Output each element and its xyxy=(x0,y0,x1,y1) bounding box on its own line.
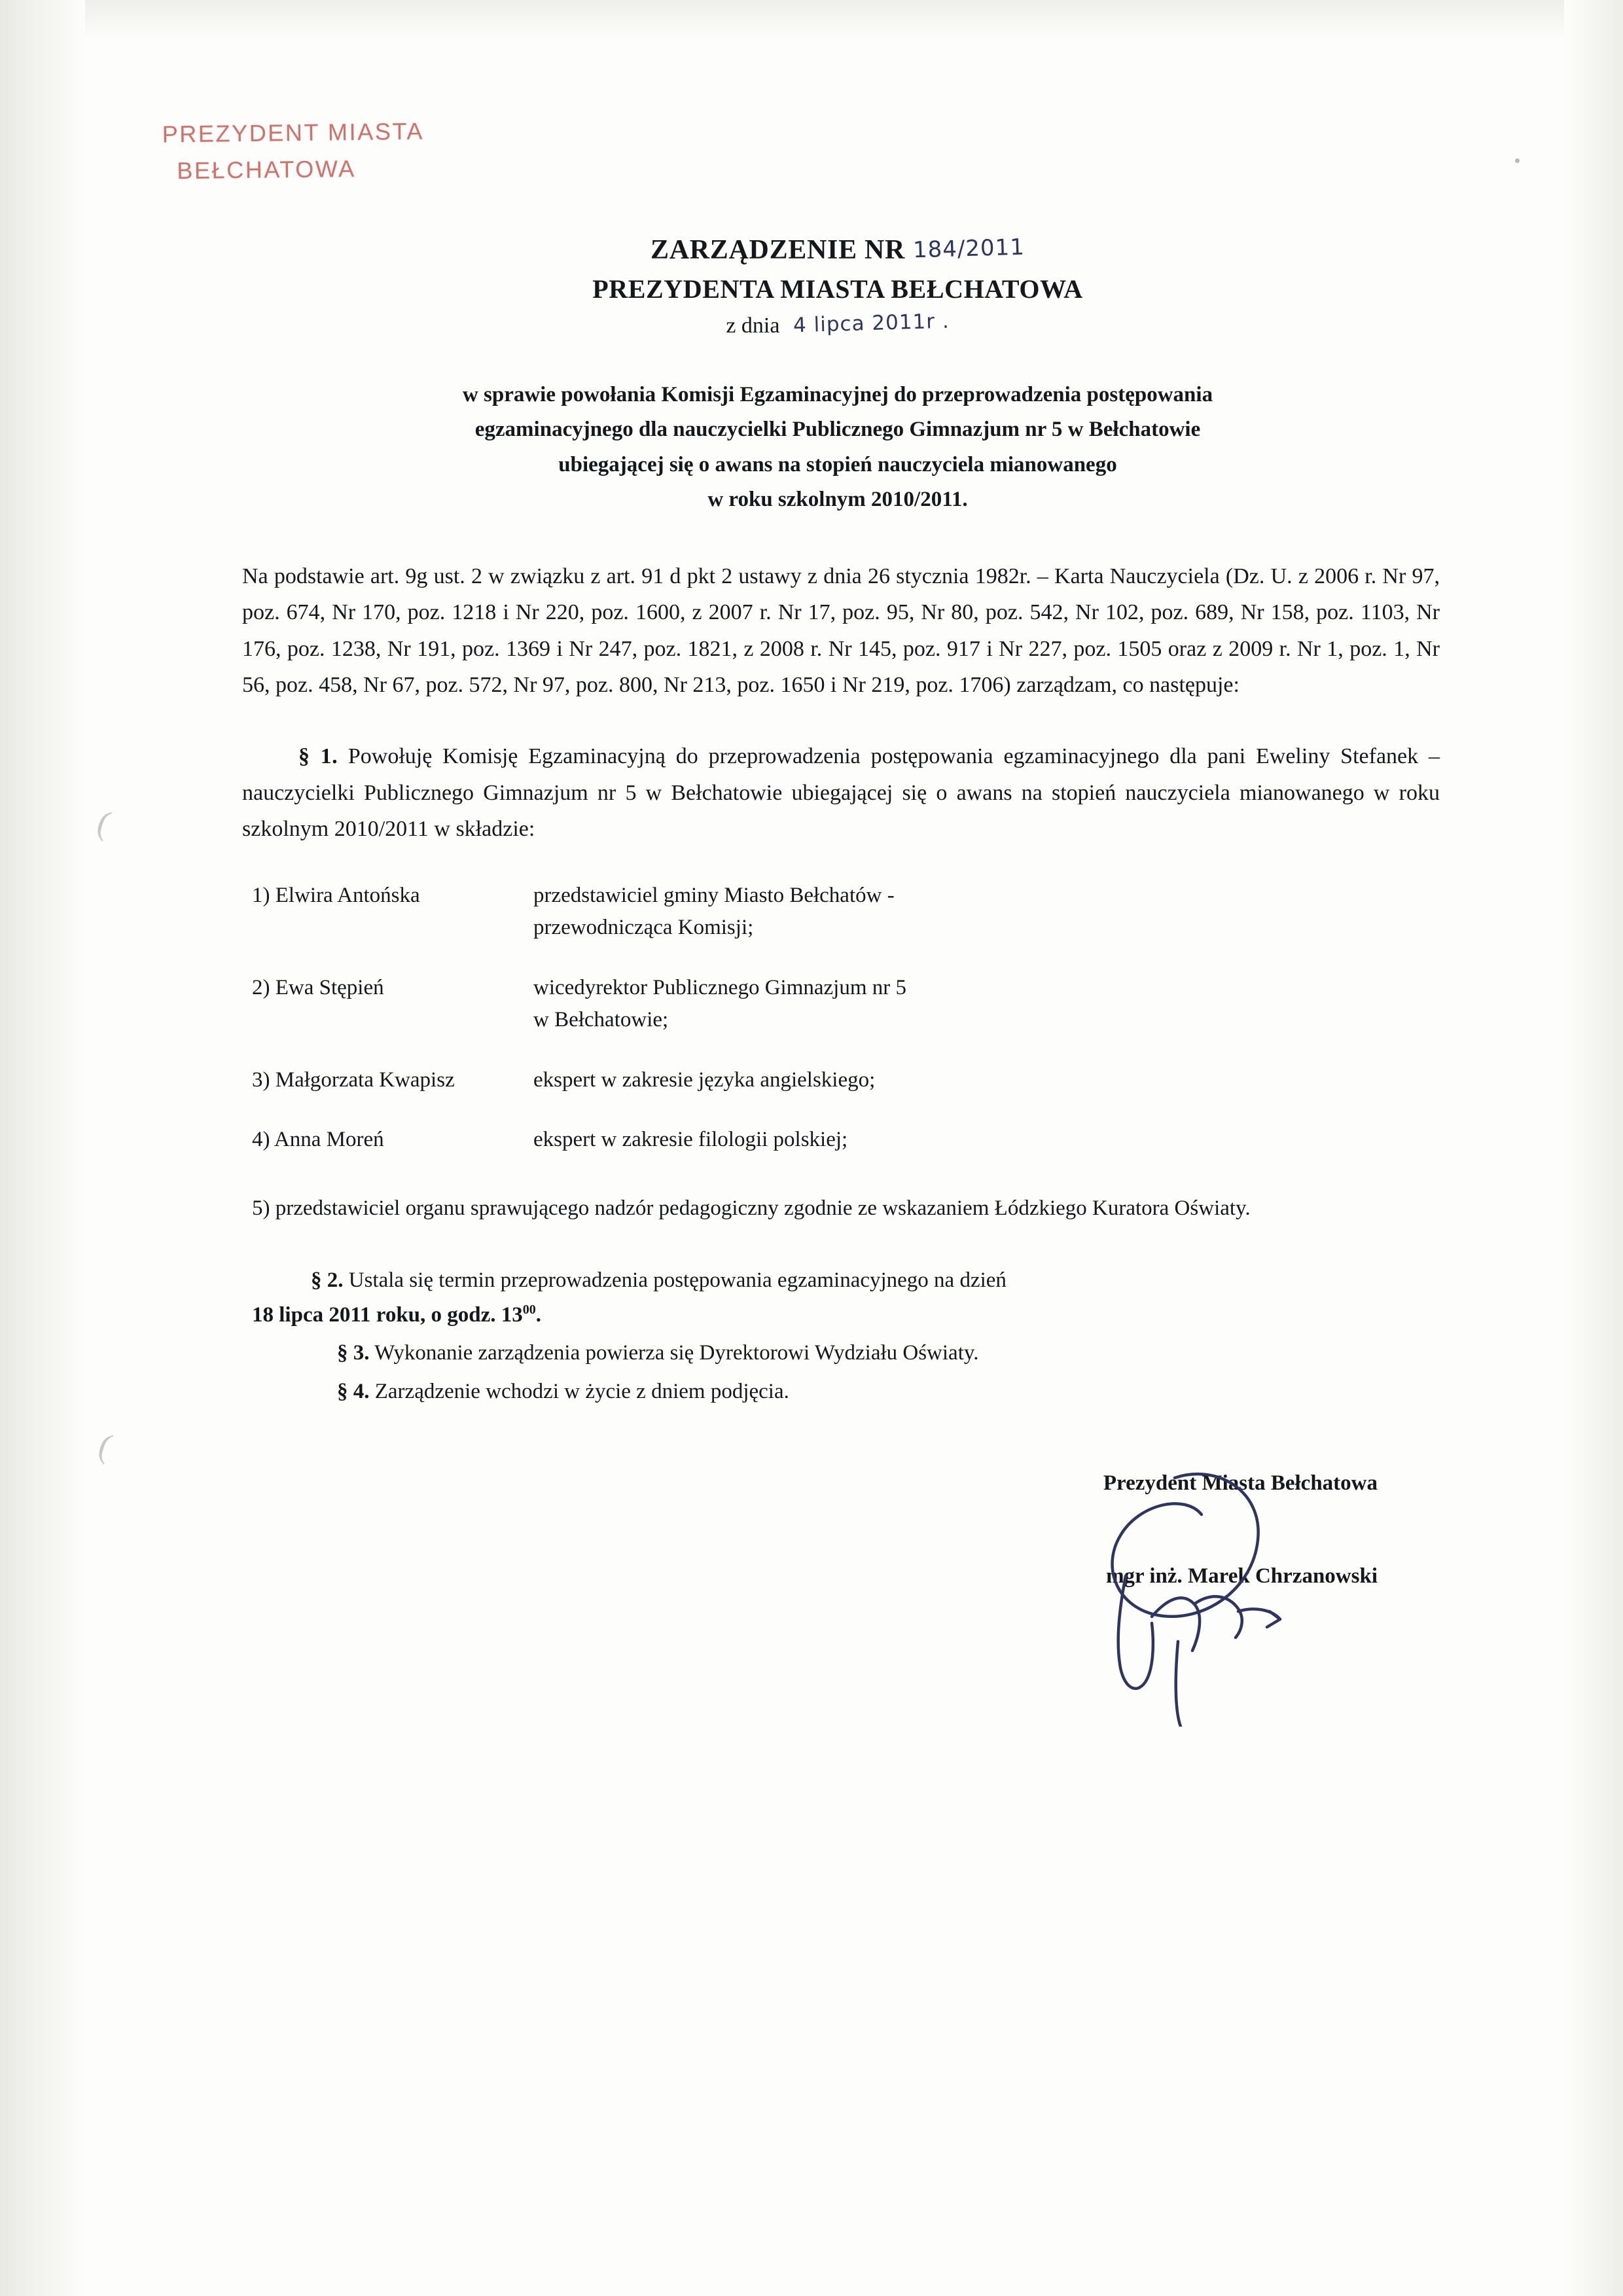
decree-number-handwritten: 184/2011 xyxy=(912,234,1026,264)
title-authority: PREZYDENTA MIASTA BEŁCHATOWA xyxy=(592,274,1083,304)
member-role xyxy=(533,880,1459,944)
section-3-text: Wykonanie zarządzenia powierza się Dyrektorowi Wydziału Oświaty. xyxy=(374,1341,979,1365)
document-body xyxy=(216,216,1459,1588)
section-3-paragraph xyxy=(252,1336,1459,1371)
scan-edge-top xyxy=(0,0,1623,39)
margin-mark: ( xyxy=(94,1426,116,1466)
subject-line: egzaminacyjnego dla nauczycielki Publicznego Gimnazjum nr 5 w Bełchatowie xyxy=(474,418,1201,442)
title-line-3 xyxy=(216,309,1459,338)
title-line-1 xyxy=(216,234,1459,266)
section-1-text: Powołuję Komisję Egzaminacyjną do przeprowadzenia postępowania egzaminacyjnego dla pani Eweliny Stefanek – nauczycielki Publicznego Gimnazjum nr 5 w Bełchatowie ubiegającej się o awans na stopień nauczyciela mianowanego w roku szkolnym 2010/2011 w składzie: xyxy=(242,744,1440,841)
scan-edge-bottom xyxy=(0,2198,1623,2296)
section-4-mark: § 4. xyxy=(337,1380,370,1404)
member-name: 1) Elwira Antońska xyxy=(252,883,420,907)
member-role-line: przedstawiciel gminy Miasto Bełchatów - xyxy=(533,883,895,907)
decree-number-label: ZARZĄDZENIE NR xyxy=(651,235,906,265)
title-block xyxy=(216,234,1459,338)
section-3-mark: § 3. xyxy=(337,1341,370,1365)
section-4-text: Zarządzenie wchodzi w życie z dniem podjęcia. xyxy=(374,1380,789,1404)
office-stamp-line2: BEŁCHATOWA xyxy=(177,154,356,184)
member-role xyxy=(533,1064,1459,1097)
member-role-line: w Bełchatowie; xyxy=(533,1008,669,1032)
member-role-line: wicedyrektor Publicznego Gimnazjum nr 5 xyxy=(533,975,907,999)
scan-edge-right xyxy=(1564,0,1623,2296)
sections-block xyxy=(216,1263,1459,1409)
subject-line: ubiegającej się o awans na stopień nauczyciela mianowanego xyxy=(558,452,1117,476)
committee-members-list xyxy=(216,880,1459,1157)
list-item xyxy=(252,1064,1459,1097)
member-role xyxy=(533,972,1459,1037)
signature-block xyxy=(216,1471,1459,1588)
subject-line: w roku szkolnym 2010/2011. xyxy=(707,488,968,512)
member-role-line: przewodnicząca Komisji; xyxy=(533,916,754,940)
scan-edge-left xyxy=(0,0,85,2296)
member-role-line: ekspert w zakresie języka angielskiego; xyxy=(533,1067,876,1092)
subject-block xyxy=(216,378,1459,518)
section-1-mark: § 1. xyxy=(298,744,338,769)
section-2-paragraph xyxy=(252,1263,1459,1333)
date-handwritten: 4 lipca 2011r . xyxy=(793,309,950,338)
subject-line: w sprawie powołania Komisji Egzaminacyjnej do przeprowadzenia postępowania xyxy=(462,383,1213,406)
list-item xyxy=(252,1124,1459,1157)
section-2-date xyxy=(252,1298,1459,1333)
section-2-mark: § 2. xyxy=(311,1268,344,1292)
member-5-paragraph: 5) przedstawiciel organu sprawującego nadzór pedagogiczny zgodnie ze wskazaniem Łódzkiego Kuratora Oświaty. xyxy=(252,1196,1251,1220)
signature-name: mgr inż. Marek Chrzanowski xyxy=(1106,1564,1378,1588)
list-item xyxy=(252,880,1459,944)
member-role xyxy=(533,1124,1459,1157)
office-stamp-line1: PREZYDENT MIASTA xyxy=(162,117,425,148)
scan-speck xyxy=(1515,158,1520,163)
section-2-date-end: . xyxy=(535,1302,542,1327)
margin-mark: ( xyxy=(92,803,115,843)
section-2-date-text: 18 lipca 2011 roku, o godz. 13 xyxy=(252,1302,523,1327)
office-stamp xyxy=(162,113,425,189)
member-name: 4) Anna Moreń xyxy=(252,1128,384,1152)
member-name: 2) Ewa Stępień xyxy=(252,975,384,999)
section-4-paragraph xyxy=(252,1374,1459,1409)
section-2-date-sup: 00 xyxy=(522,1302,536,1317)
section-1-paragraph xyxy=(216,738,1459,846)
date-label: z dnia xyxy=(726,314,780,338)
list-item xyxy=(252,972,1459,1037)
signature-title: Prezydent Miasta Bełchatowa xyxy=(1103,1471,1378,1495)
section-2-text: Ustala się termin przeprowadzenia postępowania egzaminacyjnego na dzień xyxy=(348,1268,1007,1292)
member-name: 3) Małgorzata Kwapisz xyxy=(252,1067,455,1092)
member-role-line: ekspert w zakresie filologii polskiej; xyxy=(533,1128,848,1152)
legal-basis-paragraph: Na podstawie art. 9g ust. 2 w związku z art. 91 d pkt 2 ustawy z dnia 26 stycznia 1982r. – Karta Nauczyciela (Dz. U. z 2006 r. Nr 97, poz. 674, Nr 170, poz. 1218 i Nr 220, poz. 1600, z 2007 r. Nr 17, poz. 95, Nr 80, poz. 542, Nr 102, poz. 689, Nr 158, poz. 1103, Nr 176, poz. 1238, Nr 191, poz. 1369 i Nr 247, poz. 1821, z 2008 r. Nr 145, poz. 917 i Nr 227, poz. 1505 oraz z 2009 r. Nr 1, poz. 1, Nr 56, poz. 458, Nr 67, poz. 572, Nr 97, poz. 800, Nr 213, poz. 1650 i Nr 219, poz. 1706) zarządzam, co następuje: xyxy=(242,564,1440,698)
